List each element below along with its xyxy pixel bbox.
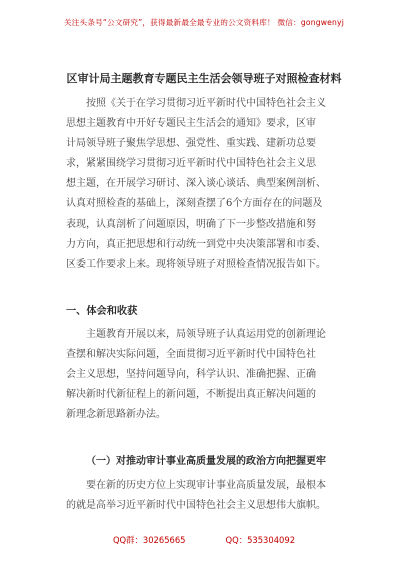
paragraph-line: 要在新的历史方位上实现审计事业高质量发展，最根本 xyxy=(66,480,326,491)
document-title: 区审计局主题教育专题民主生活会领导班子对照检查材料 xyxy=(66,72,342,85)
paragraph-line: 区委工作要求上来。现将领导班子对照检查情况报告如下。 xyxy=(66,258,326,270)
paragraph-line: 的就是高举习近平新时代中国特色社会主义思想伟大旗帜。 xyxy=(66,500,326,512)
paragraph-line: 查摆和解决实际问题，全面贯彻习近平新时代中国特色社 xyxy=(66,349,316,361)
footer-qq-group: QQ群：30265665 xyxy=(112,535,186,545)
paragraph-line: 解决新时代新征程上的新问题，不断提出真正解决问题的 xyxy=(66,389,316,401)
paragraph-line: 想主题，在开展学习研讨、深入谈心谈话、典型案例剖析、 xyxy=(66,178,326,190)
paragraph-line: 力方向，真正把思想和行动统一到党中央决策部署和市委、 xyxy=(66,238,326,250)
paragraph-line: 认真对照检查的基础上，深刻查摆了6个方面存在的问题及 xyxy=(66,198,323,210)
section1-paragraph xyxy=(66,325,354,425)
footer-contact xyxy=(0,534,408,546)
paragraph-line: 按照《关于在学习贯彻习近平新时代中国特色社会主义 xyxy=(66,98,326,109)
intro-paragraph xyxy=(66,94,354,275)
paragraph-line: 求，紧紧围绕学习贯彻习近平新时代中国特色社会主义思 xyxy=(66,158,316,170)
paragraph-line: 思想主题教育中开好专题民主生活会的通知》要求，区审 xyxy=(66,118,316,130)
subsection-heading: （一）对推动审计事业高质量发展的政治方向把握更牢 xyxy=(86,456,326,467)
paragraph-line: 主题教育开展以来，局领导班子认真运用党的创新理论 xyxy=(66,329,326,340)
paragraph-line: 表现，认真剖析了问题原因，明确了下一步整改措施和努 xyxy=(66,218,316,230)
paragraph-line: 计局领导班子聚焦学思想、强党性、重实践、建新功总要 xyxy=(66,138,316,150)
subsection1-paragraph xyxy=(66,476,354,516)
paragraph-line: 新理念新思路新办法。 xyxy=(66,409,166,421)
footer-qq: QQ：535304092 xyxy=(225,535,296,545)
header-promo-text: 关注头条号“公文研究”，获得最新最全最专业的公文资料库！ 微信：gongwenyj xyxy=(63,18,345,27)
paragraph-line: 会主义思想，坚持问题导向，科学认识、准确把握、正确 xyxy=(66,369,316,381)
section-heading: 一、体会和收获 xyxy=(66,306,138,317)
